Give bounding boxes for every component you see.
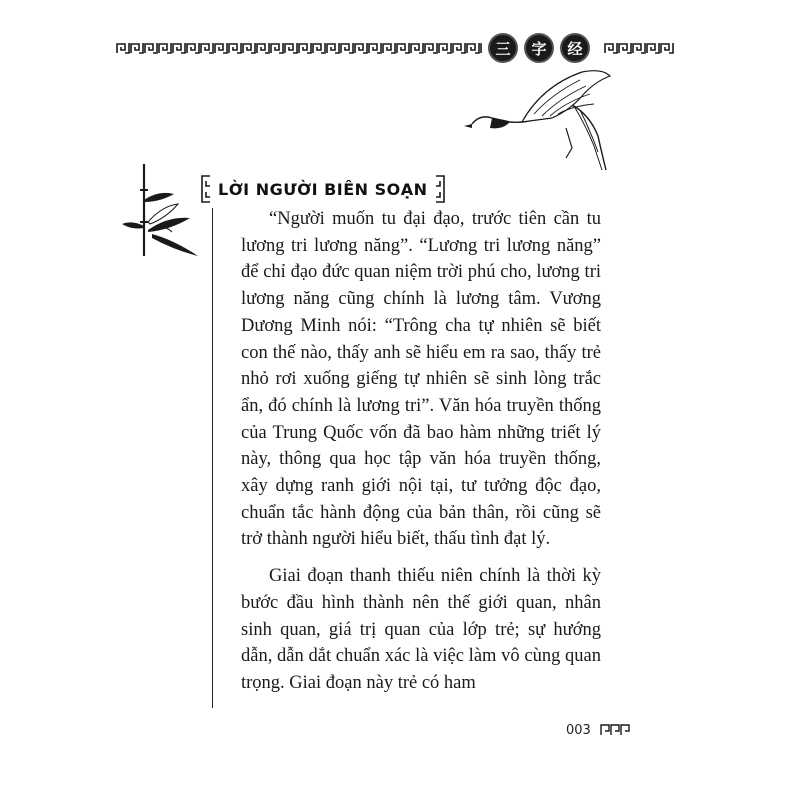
body-text (241, 206, 601, 697)
paragraph-1: “Người muốn tu đại đạo, trước tiên cần tu lương tri lương năng”. “Lương tri lương năng” để chỉ đạo đức quan niệm trời phú cho, lương tri lương năng cũng chính là lương tâm. Vương Dương Minh nói: “Trông cha tự nhiên sẽ biết con thế nào, thấy anh sẽ hiểu em ra sao, thấy trẻ nhỏ rơi xuống giếng tự nhiên sẽ sinh lòng trắc ẩn, đó chính là lương tri”. Văn hóa truyền thống của Trung Quốc vốn đã bao hàm những triết lý này, thông qua học tập văn hóa truyền thống, xây dựng ranh giới nội tại, tư tưởng độc đạo, chuẩn tắc hành động của bản thân, rồi cũng sẽ trở thành người hiểu biết, thấu tình đạt lý. (241, 209, 601, 550)
paragraph-2: Giai đoạn thanh thiếu niên chính là thời kỳ bước đầu hình thành nên thế giới quan, nhân sinh quan, giá trị quan của lớp trẻ; sự hướng dẫn, dẫn dắt chuẩn xác là việc làm vô cùng quan trọng. Giai đoạn này trẻ có ham (241, 566, 601, 693)
section-heading-group (200, 175, 446, 203)
book-title-badges (488, 33, 590, 63)
vertical-rule (212, 208, 213, 708)
left-bracket-ornament (200, 175, 212, 203)
page-number: 003 (566, 723, 591, 738)
section-heading: LỜI NGƯỜI BIÊN SOẠN (218, 179, 428, 199)
crane-illustration (462, 66, 612, 176)
page-number-ornament (600, 724, 630, 736)
decorative-border-band (116, 42, 482, 54)
right-bracket-ornament (434, 175, 446, 203)
title-char-1: 三 (488, 33, 518, 63)
title-char-3: 经 (560, 33, 590, 63)
title-char-2: 字 (524, 33, 554, 63)
decorative-border-band-right (604, 42, 674, 54)
bamboo-illustration (118, 160, 202, 260)
